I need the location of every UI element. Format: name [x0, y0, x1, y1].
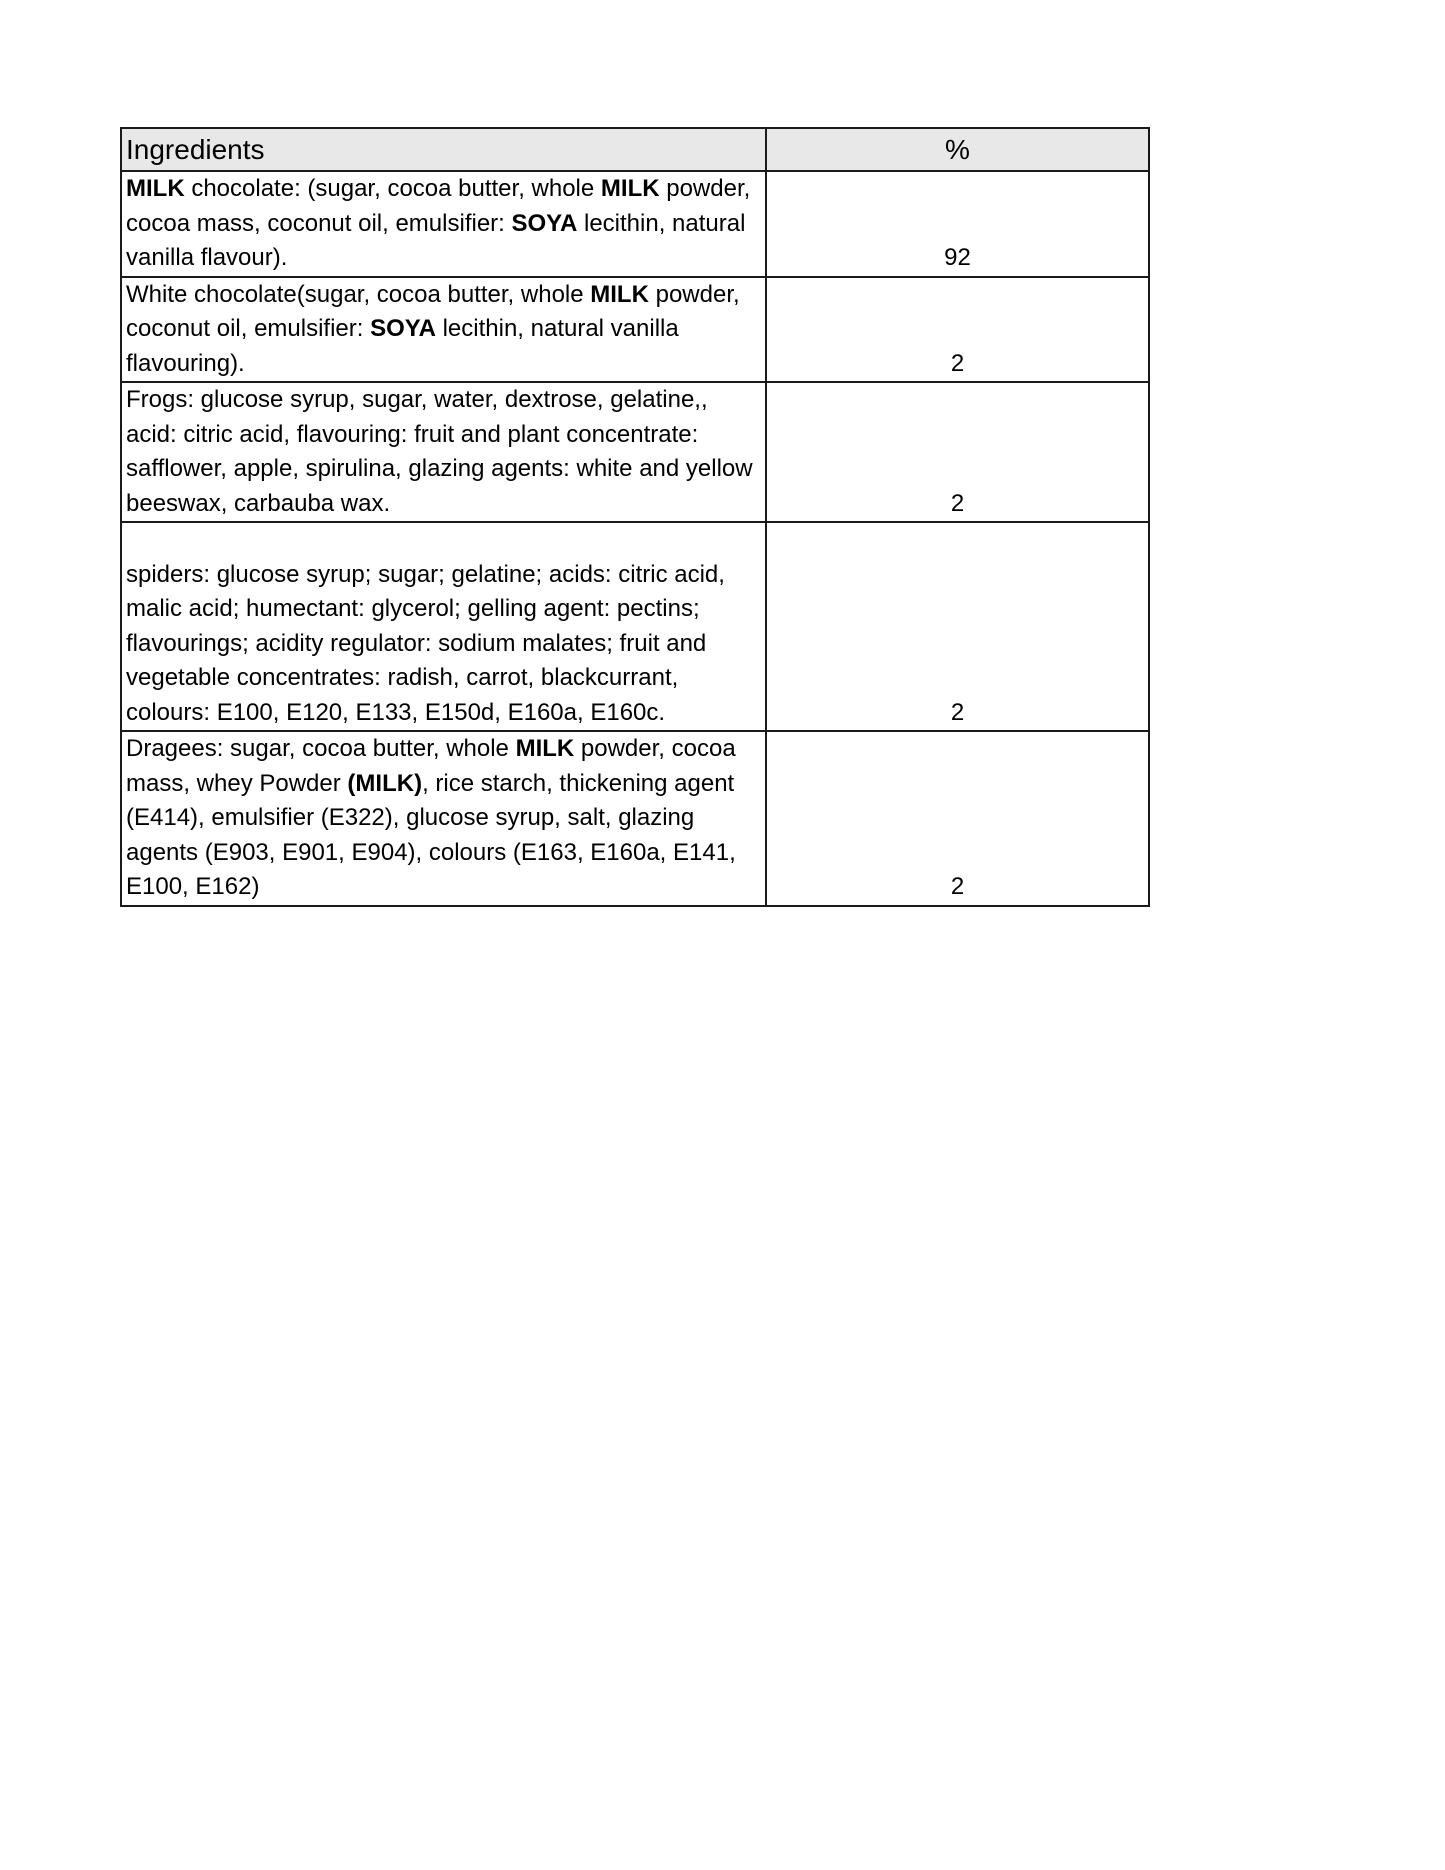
- table-row: [121, 382, 1149, 522]
- table-row: [121, 731, 1149, 906]
- header-row: [121, 128, 1149, 171]
- allergen-bold: SOYA: [511, 209, 578, 237]
- ingredient-percent: 92: [766, 171, 1149, 277]
- ingredient-description: [121, 731, 766, 906]
- ingredient-text: powder, coconut oil, emulsifier:: [126, 280, 740, 342]
- allergen-bold: SOYA: [370, 315, 436, 342]
- table-row: [121, 522, 1149, 731]
- allergen-bold: MILK: [126, 175, 185, 202]
- ingredient-description: [121, 171, 766, 277]
- ingredient-percent: 2: [766, 522, 1149, 731]
- ingredient-text: , rice starch, thickening agent (E414), emulsifier (E322), glucose syrup, salt, glazing agents (E903, E901, E904), colours (E163, E160a, E141, E100, E162): [126, 769, 736, 900]
- ingredient-description: [121, 522, 766, 731]
- allergen-bold: MILK: [590, 280, 649, 308]
- ingredient-text: lecithin, natural vanilla flavouring).: [126, 315, 679, 377]
- ingredient-percent: 2: [766, 382, 1149, 522]
- allergen-bold: MILK: [515, 735, 575, 762]
- table-row: [121, 171, 1149, 277]
- blank-line: [126, 523, 761, 558]
- ingredients-table: [120, 127, 1150, 907]
- ingredient-text: powder, cocoa mass, coconut oil, emulsifier:: [126, 175, 751, 237]
- ingredient-text: White chocolate(sugar, cocoa butter, whole: [126, 280, 591, 308]
- ingredient-text: chocolate: (sugar, cocoa butter, whole: [184, 175, 601, 202]
- ingredient-description: [121, 382, 766, 522]
- percent-header: %: [766, 128, 1149, 171]
- ingredients-sheet: [120, 127, 1148, 907]
- ingredient-text: Dragees: sugar, cocoa butter, whole: [126, 735, 516, 762]
- ingredient-percent: 2: [766, 277, 1149, 383]
- ingredient-text: lecithin, natural vanilla flavour).: [126, 209, 746, 271]
- allergen-bold: MILK: [600, 175, 660, 202]
- ingredient-text: Frogs: glucose syrup, sugar, water, dextrose, gelatine,, acid: citric acid, flavouring: fruit and plant concentrate: safflower, apple, spirulina, glazing agents: white and yellow beeswax, carbauba wax.: [126, 386, 753, 517]
- allergen-bold: (MILK): [347, 769, 423, 797]
- ingredient-text: spiders: glucose syrup; sugar; gelatine; acids: citric acid, malic acid; humectant: glycerol; gelling agent: pectins; flavourings; acidity regulator: sodium malates; fruit and vegetable concentrates: radish, carrot, blackcurrant, colours: E100, E120, E133, E150d, E160a, E160c.: [126, 560, 725, 726]
- ingredients-header: Ingredients: [121, 128, 766, 171]
- ingredient-description: [121, 277, 766, 383]
- ingredient-percent: 2: [766, 731, 1149, 906]
- ingredient-text: powder, cocoa mass, whey Powder: [126, 735, 736, 797]
- table-row: [121, 277, 1149, 383]
